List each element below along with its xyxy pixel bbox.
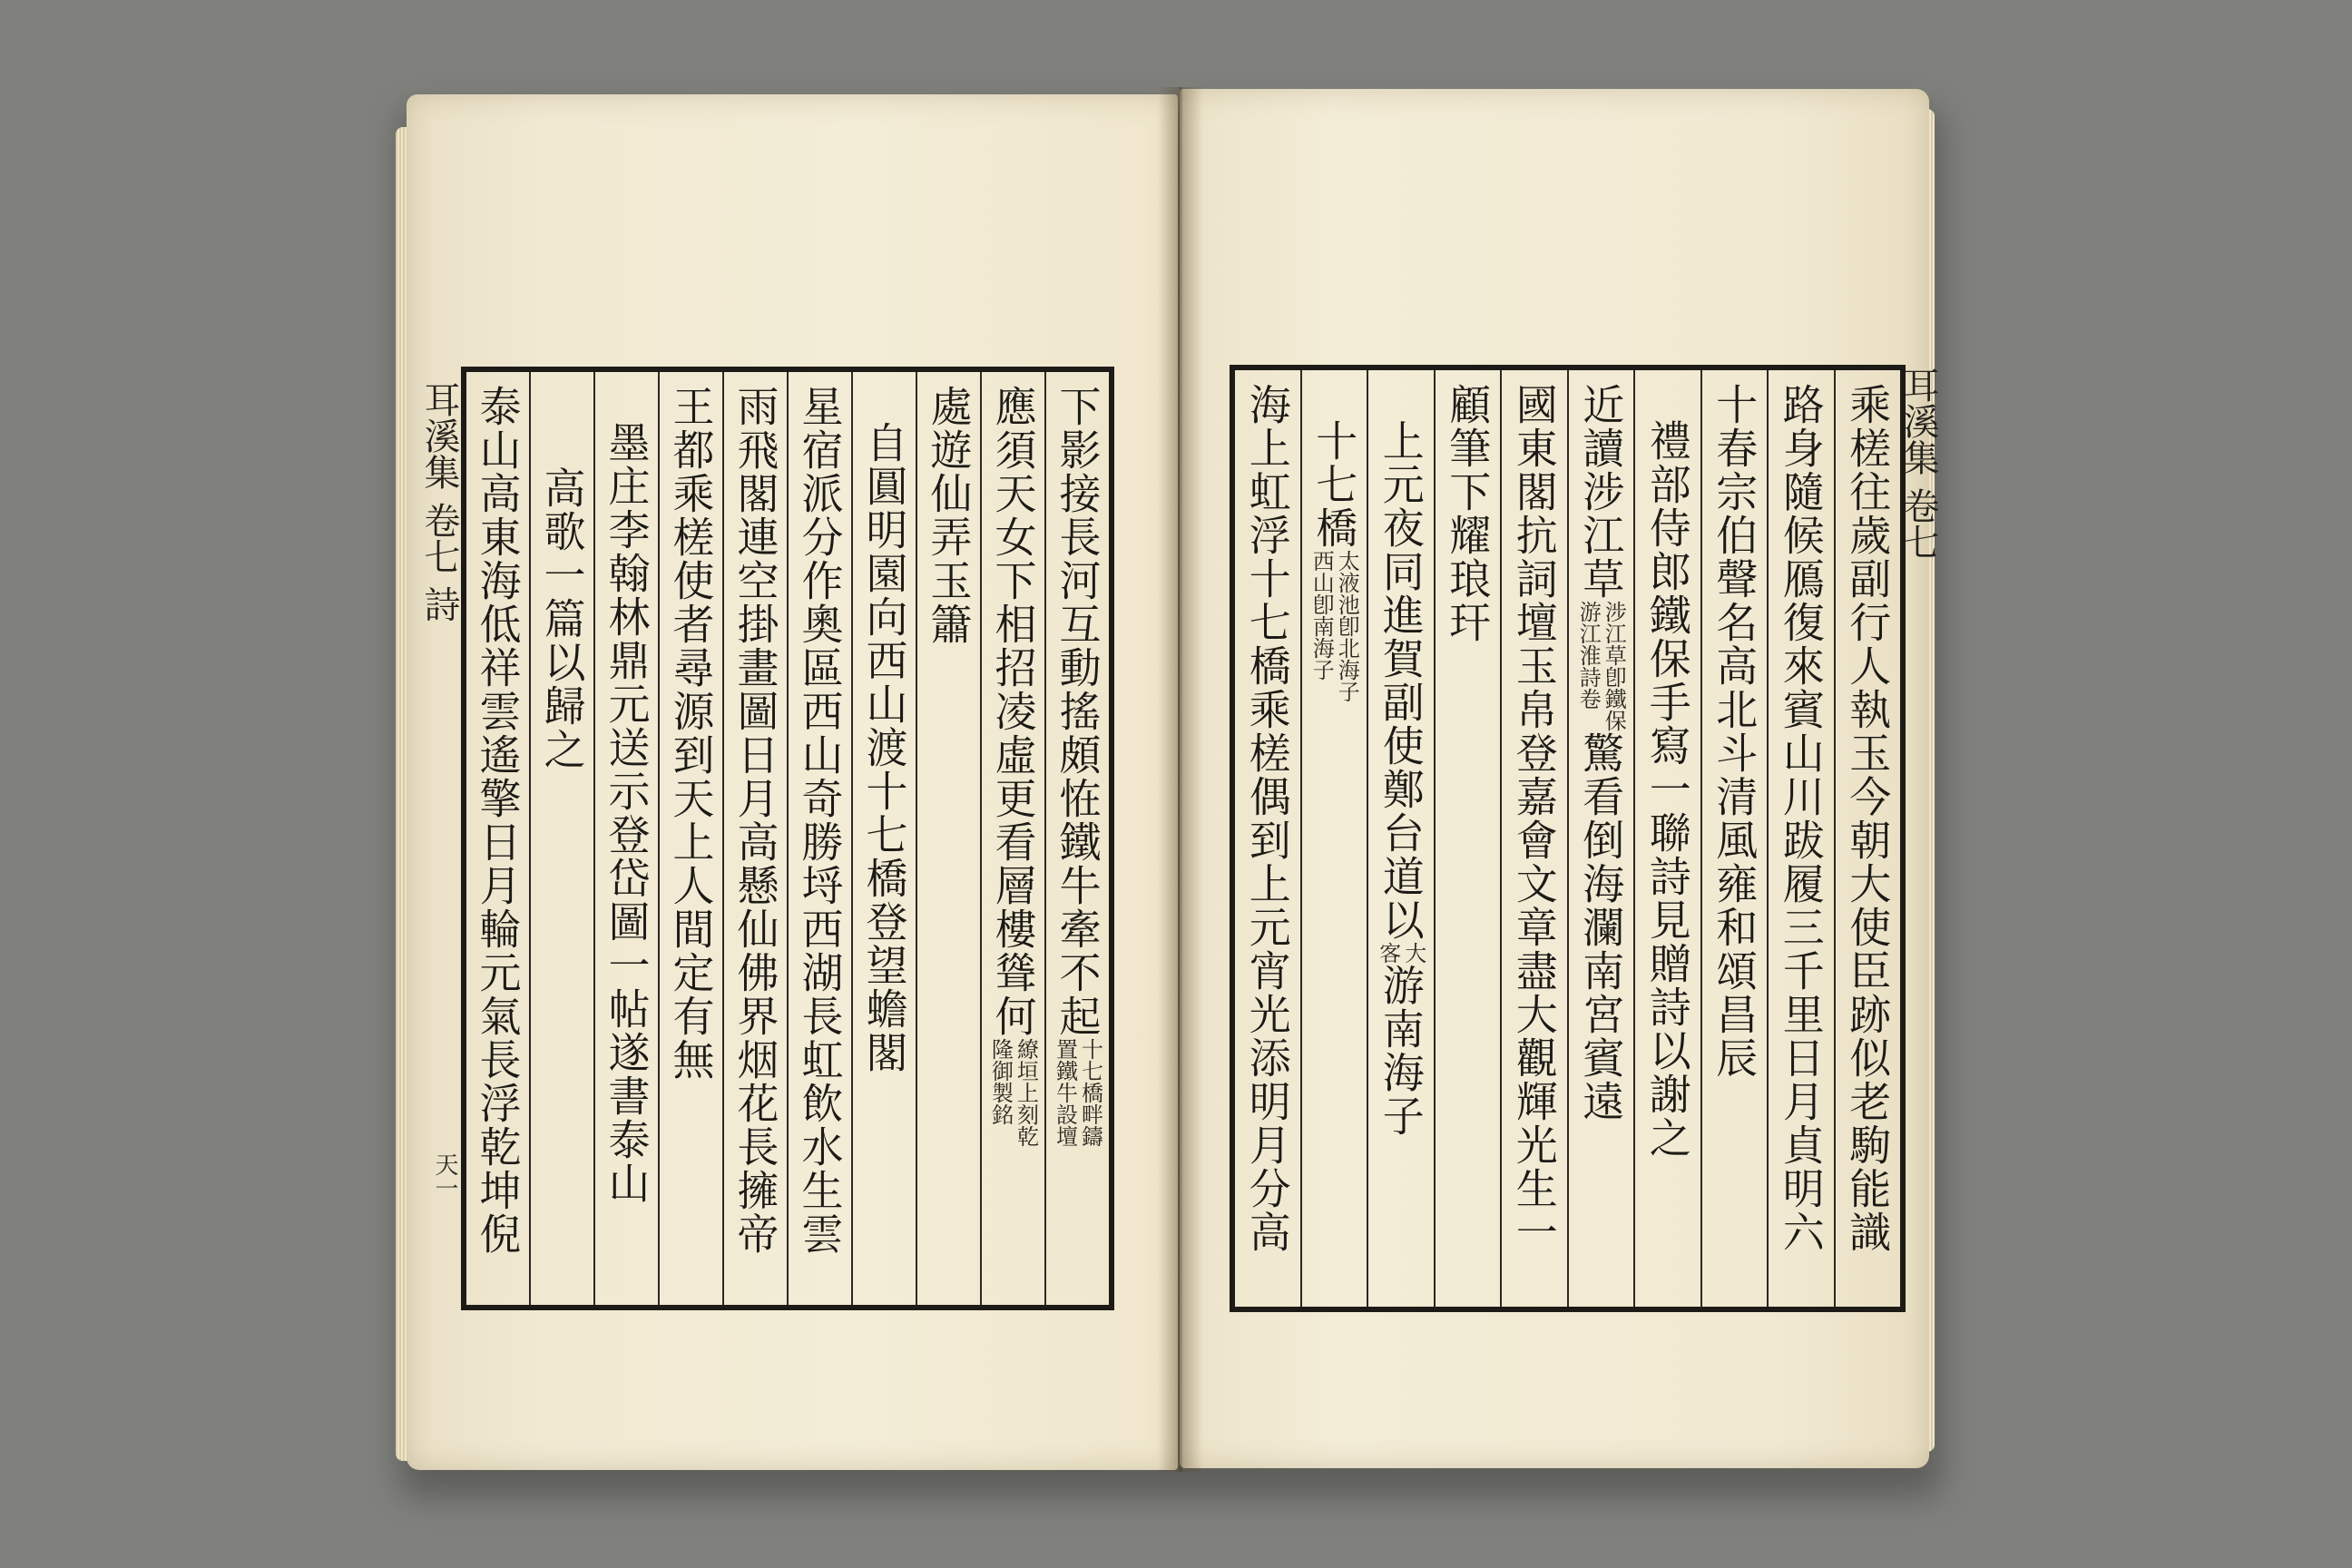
note-line: 置鐵牛設壇	[1052, 1038, 1078, 1147]
text-line: 近讀涉江草	[1576, 383, 1626, 601]
text-line: 高歌一篇以歸之	[537, 466, 587, 771]
text-column	[1434, 370, 1501, 1307]
text-line: 國東閣抗詞壇玉帛登嘉會文章盡大觀輝光生一	[1509, 383, 1559, 1254]
text-column	[1235, 370, 1300, 1307]
left-text-frame	[461, 367, 1114, 1310]
text-column	[1300, 370, 1367, 1307]
text-column	[1044, 372, 1109, 1305]
text-line: 星宿派分作奧區西山奇勝埒西湖長虹飲水生雲	[795, 385, 845, 1256]
text-column	[1633, 370, 1700, 1307]
text-column	[1700, 370, 1768, 1307]
text-column	[1834, 370, 1901, 1307]
text-column	[593, 372, 658, 1305]
interlinear-note	[988, 1038, 1039, 1147]
text-line: 上元夜同進賀副使鄭台道以	[1376, 419, 1426, 942]
left-text-columns	[466, 372, 1109, 1305]
text-line: 顧筆下耀琅玕	[1443, 383, 1493, 644]
left-page-folio: 天一	[431, 1152, 458, 1200]
interlinear-note	[1575, 601, 1626, 731]
text-line: 墨庄李翰林鼎元送示登岱圖一帖遂書泰山	[602, 421, 652, 1205]
text-column	[1500, 370, 1567, 1307]
interlinear-note	[1376, 942, 1426, 964]
note-line: 大	[1400, 942, 1426, 964]
text-line: 禮部侍郎鐵保手寫一聯詩見贈詩以謝之	[1642, 419, 1692, 1160]
note-line: 客	[1375, 942, 1401, 964]
text-column	[466, 372, 529, 1305]
text-line: 下影接長河互動搖頗恠鐵牛牽不起	[1053, 385, 1102, 1038]
text-line: 海上虹浮十七橋乘槎偶到上元宵光添明月分高	[1242, 383, 1292, 1254]
text-column	[658, 372, 722, 1305]
right-page-margin-title: 耳溪集 卷七	[1897, 367, 1939, 560]
book-gutter	[1158, 87, 1203, 1472]
right-text-columns	[1235, 370, 1900, 1307]
text-column	[980, 372, 1044, 1305]
left-page-margin-title: 耳溪集 卷七 詩	[418, 381, 460, 622]
note-line: 太液池卽北海子	[1334, 550, 1360, 702]
text-column	[1767, 370, 1834, 1307]
interlinear-note	[1308, 550, 1359, 702]
note-line: 繚垣上刻乾	[1013, 1038, 1039, 1147]
text-line: 處遊仙弄玉簫	[924, 385, 974, 646]
note-line: 十七橋畔鑄	[1077, 1038, 1103, 1147]
text-column	[1567, 370, 1634, 1307]
note-line: 游江淮詩卷	[1575, 601, 1602, 710]
text-line: 路身隨候鴈復來賓山川跋履三千里日月貞明六	[1776, 383, 1826, 1254]
text-line: 應須天女下相招凌虛更看層樓聳何	[988, 385, 1038, 1038]
text-line: 乘槎往歲副行人執玉今朝大使臣跡似老駒能識	[1843, 383, 1893, 1254]
note-line: 涉江草卽鐵保	[1601, 601, 1627, 731]
text-line: 自圓明園向西山渡十七橋登望蟾閣	[859, 421, 909, 1074]
text-column	[722, 372, 787, 1305]
note-line: 隆御製銘	[987, 1038, 1014, 1125]
text-line: 王都乘槎使者尋源到天上人間定有無	[666, 385, 716, 1082]
text-line: 泰山高東海低祥雲遙擎日月輪元氣長浮乾坤倪	[473, 385, 523, 1256]
right-text-frame	[1230, 365, 1906, 1312]
text-column	[916, 372, 980, 1305]
text-line: 十七橋	[1309, 419, 1359, 550]
text-line-continued: 驚看倒海瀾南宮賓遠	[1576, 731, 1626, 1123]
text-column	[787, 372, 851, 1305]
interlinear-note	[1053, 1038, 1103, 1147]
text-column	[1367, 370, 1434, 1307]
text-line-continued: 游南海子	[1376, 964, 1426, 1138]
text-column	[851, 372, 916, 1305]
text-line: 十春宗伯聲名高北斗清風雍和頌昌辰	[1710, 383, 1759, 1080]
note-line: 西山卽南海子	[1308, 550, 1335, 681]
text-line: 雨飛閣連空掛畫圖日月高懸仙佛界烟花長擁帝	[730, 385, 780, 1256]
text-column	[529, 372, 593, 1305]
